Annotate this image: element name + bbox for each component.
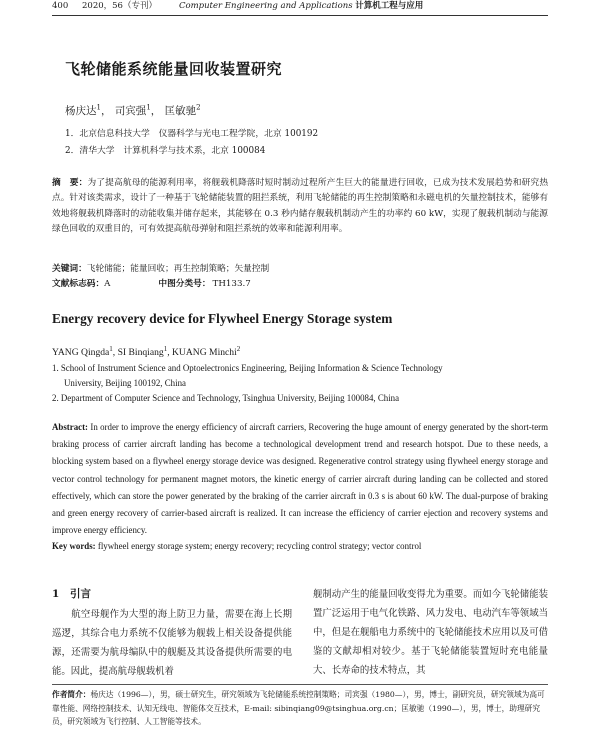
author-footnote	[52, 688, 548, 729]
footnote-text: 杨庆达（1996—），男，硕士研究生，研究领域为飞轮储能系统控制策略；司宾强（1980—），男，博士，副研究员，研究领域为高可靠性能、网络控制技术、认知无线电、智能体交互技术，E-mail: sibinqiang09@tsinghua.org.cn；匡敏驰（1990—），男，博士，助理研究员，研究领域为飞行控制、人工智能等技术。	[52, 690, 545, 726]
author-affiliation-mark: 1	[96, 103, 101, 112]
author-name: KUANG Minchi	[172, 347, 237, 359]
author-affiliation-mark: 1	[146, 103, 151, 112]
english-authors: YANG Qingda$^1$, SI Binqiang$^1$, KUANG Minchi$^2$	[52, 345, 241, 359]
header-rule	[52, 15, 548, 16]
chinese-abstract-text: 为了提高航母的能源利用率，将舰载机降落时短时制动过程所产生巨大的能量进行回收，已成为技术发展趋势和研究热点。针对该类需求，设计了一种基于飞轮储能装置的阻拦系统，利用飞轮储能的再生控制策略和永磁电机的矢量控制技术，能够有效地将舰载机降落时的动能收集并储存起来，其能够在 0.3 秒内储存舰载机制动产生的功率约 60 kW，实现了舰载机制动与能源绿色回收的双重目的，可有效提高航母弹射和阻拦系统的效率和能源利用率。	[52, 178, 549, 234]
footnote-label: 作者简介：	[52, 690, 91, 699]
chinese-keywords	[52, 262, 269, 274]
document-code: A	[104, 279, 111, 289]
chinese-abstract-label: 摘 要：	[52, 178, 88, 188]
classification-label: 中图分类号：	[158, 279, 211, 289]
page-number: 400	[52, 1, 69, 11]
classification-code: TH133.7	[212, 279, 251, 289]
chinese-keywords-label: 关键词：	[52, 264, 87, 274]
author-name: 杨庆达	[65, 105, 97, 117]
english-abstract	[52, 419, 548, 539]
running-header	[52, 0, 572, 14]
body-paragraph-left: 航空母舰作为大型的海上防卫力量，需要在海上长期巡逻，其综合电力系统不仅能够为舰载上相关设备提供能源，还需要为航母编队中的舰艇及其设备提供所需要的电能。因此，提高航母舰载机着	[52, 609, 292, 677]
english-keywords-text: flywheel energy storage system; energy recovery; recycling control strategy; vector control	[97, 541, 422, 551]
english-affiliation-1-line: 1. School of Instrument Science and Optoelectronics Engineering, Beijing Information & Science Technology	[52, 363, 443, 373]
author-name: SI Binqiang	[117, 347, 164, 359]
document-code-label: 文献标志码：	[52, 279, 105, 289]
author-affiliation-mark: 1	[163, 345, 168, 353]
footnote-rule	[52, 684, 548, 685]
section-number: 1	[52, 588, 60, 600]
author-name: 司宾强	[114, 105, 147, 117]
english-affiliation-2: 2. Department of Computer Science and Technology, Tsinghua University, Beijing 100084, China	[52, 393, 400, 403]
journal-name-cn: 计算机工程与应用	[355, 1, 424, 11]
chinese-affiliation-1: 1．北京信息科技大学 仪器科学与光电工程学院，北京 100192	[65, 129, 319, 139]
body-paragraph-right: 舰制动产生的能量回收变得尤为重要。而如今飞轮储能装置广泛运用于电气化铁路、风力发电、电动汽车等领域当中，但是在舰船电力系统中的飞轮储能技术应用以及可借鉴的文献却相对较少。基于飞轮储能装置短时充电能量大、长寿命的技术特点，其	[313, 589, 548, 676]
author-affiliation-mark: 1	[109, 345, 113, 353]
author-affiliation-mark: 2	[236, 345, 241, 353]
body-left-column	[52, 585, 292, 681]
year-volume: 2020，56（专刊）	[82, 1, 157, 11]
chinese-title: 飞轮储能系统能量回收装置研究	[65, 60, 283, 78]
english-title: Energy recovery device for Flywheel Energy Storage system	[52, 311, 393, 326]
section-heading	[52, 585, 292, 604]
english-abstract-label: Abstract:	[52, 422, 88, 432]
english-affiliation-1	[52, 361, 552, 390]
chinese-abstract	[52, 176, 548, 237]
body-right-column	[313, 585, 548, 680]
author-name: YANG Qingda	[52, 347, 110, 359]
author-name: 匡敏驰	[164, 105, 197, 117]
chinese-authors: 杨庆达$^1$， 司宾强$^1$， 匡敏驰$^2$	[65, 103, 201, 117]
english-keywords	[52, 541, 548, 551]
author-affiliation-mark: 2	[196, 103, 201, 112]
english-affiliation-1-continued: University, Beijing 100192, China	[64, 377, 186, 388]
english-abstract-text: In order to improve the energy efficiency of aircraft carriers, Recovering the huge amount of energy generated by the short-term braking process of carrier aircraft landing has become a technological development trend and research hotspot. Due to these needs, a blocking system based on a flywheel energy storage device was designed. Regenerative control strategy using flywheel energy storage and vector control technology for permanent magnet motors, the kinetic energy of carrier aircraft during landing can be collected and stored effectively, which can store the power generated by the braking of the carrier aircraft in 0.3 s is about 60 kW. The dual-purpose of braking and green energy recovery of carrier-based aircraft is realized. It can increase the efficiency of carrier ejection and recovery systems and improve energy efficiency.	[52, 422, 549, 536]
section-title: 引言	[70, 588, 91, 600]
classification-line	[52, 277, 251, 289]
chinese-affiliation-2: 2．清华大学 计算机科学与技术系，北京 100084	[65, 146, 266, 156]
journal-name-en: Computer Engineering and Applications	[178, 1, 353, 11]
chinese-keywords-text: 飞轮储能；能量回收；再生控制策略；矢量控制	[86, 264, 270, 274]
english-keywords-label: Key words:	[52, 541, 96, 551]
